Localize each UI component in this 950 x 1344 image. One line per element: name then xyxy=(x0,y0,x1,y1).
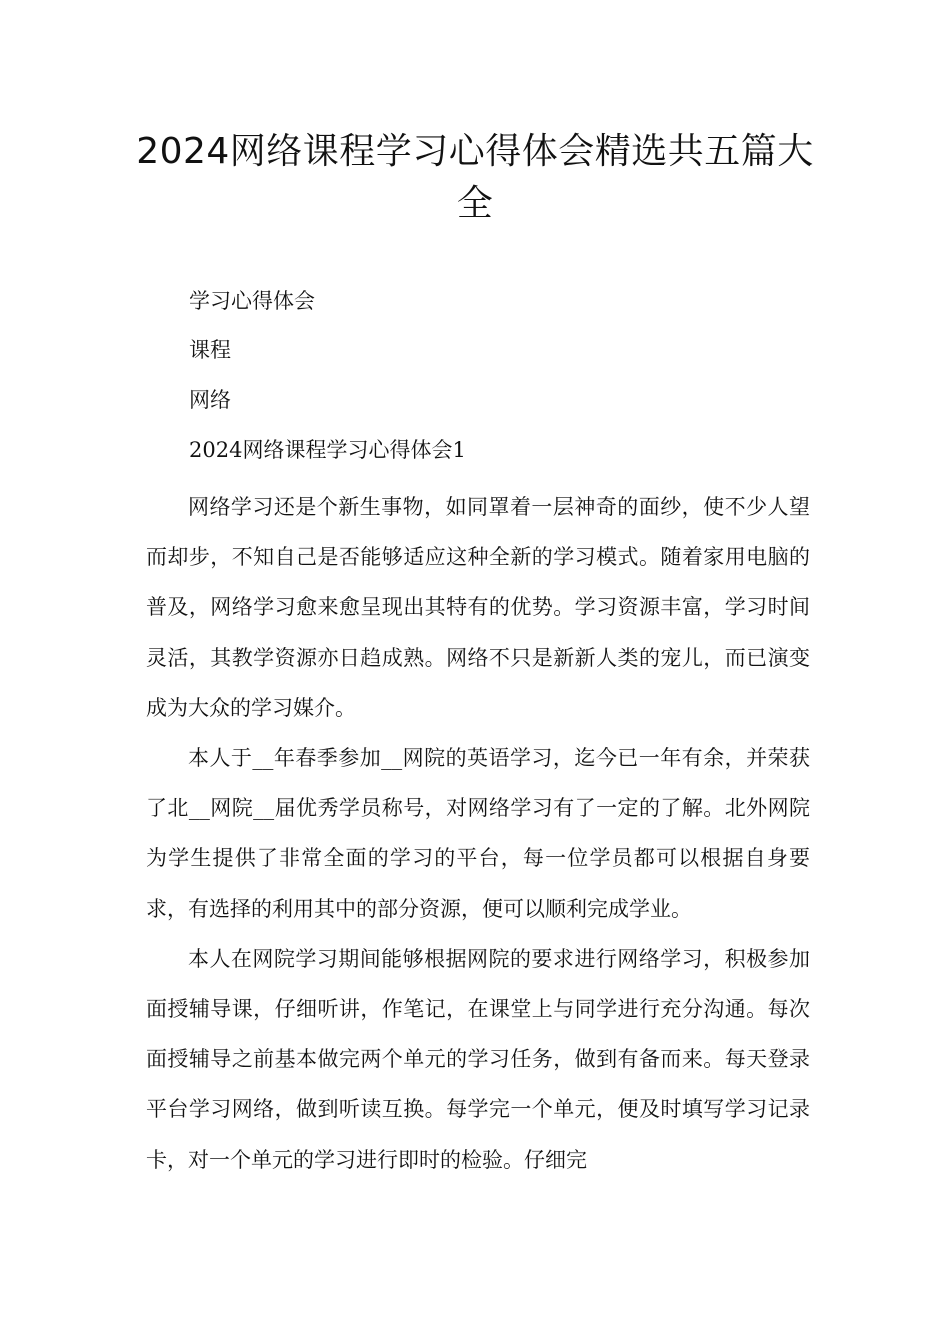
paragraph-3: 本人在网院学习期间能够根据网院的要求进行网络学习，积极参加面授辅导课，仔细听讲，作笔记，在课堂上与同学进行充分沟通。每次面授辅导之前基本做完两个单元的学习任务，做到有备而来。每天登录平台学习网络，做到听读互换。每学完一个单元，便及时填写学习记录卡，对一个单元的学习进行即时的检验。仔细完 xyxy=(146,946,810,1172)
keyword-network: 网络 xyxy=(189,388,231,412)
keyword-course: 课程 xyxy=(189,338,231,362)
document-body xyxy=(146,482,810,1185)
paragraph-1: 网络学习还是个新生事物，如同罩着一层神奇的面纱，使不少人望而却步，不知自己是否能够适应这种全新的学习模式。随着家用电脑的普及，网络学习愈来愈呈现出其特有的优势。学习资源丰富，学习时间灵活，其教学资源亦日趋成熟。网络不只是新新人类的宠儿，而已演变成为大众的学习媒介。 xyxy=(146,495,810,720)
keyword-study-reflection: 学习心得体会 xyxy=(189,289,315,313)
document-title: 2024网络课程学习心得体会精选共五篇大全 xyxy=(136,131,814,224)
paragraph-2: 本人于__年春季参加__网院的英语学习，迄今已一年有余，并荣获了北__网院__届优秀学员称号，对网络学习有了一定的了解。北外网院为学生提供了非常全面的学习的平台，每一位学员都可以根据自身要求，有选择的利用其中的部分资源，便可以顺利完成学业。 xyxy=(146,746,810,921)
section-heading: 2024网络课程学习心得体会1 xyxy=(189,438,466,462)
